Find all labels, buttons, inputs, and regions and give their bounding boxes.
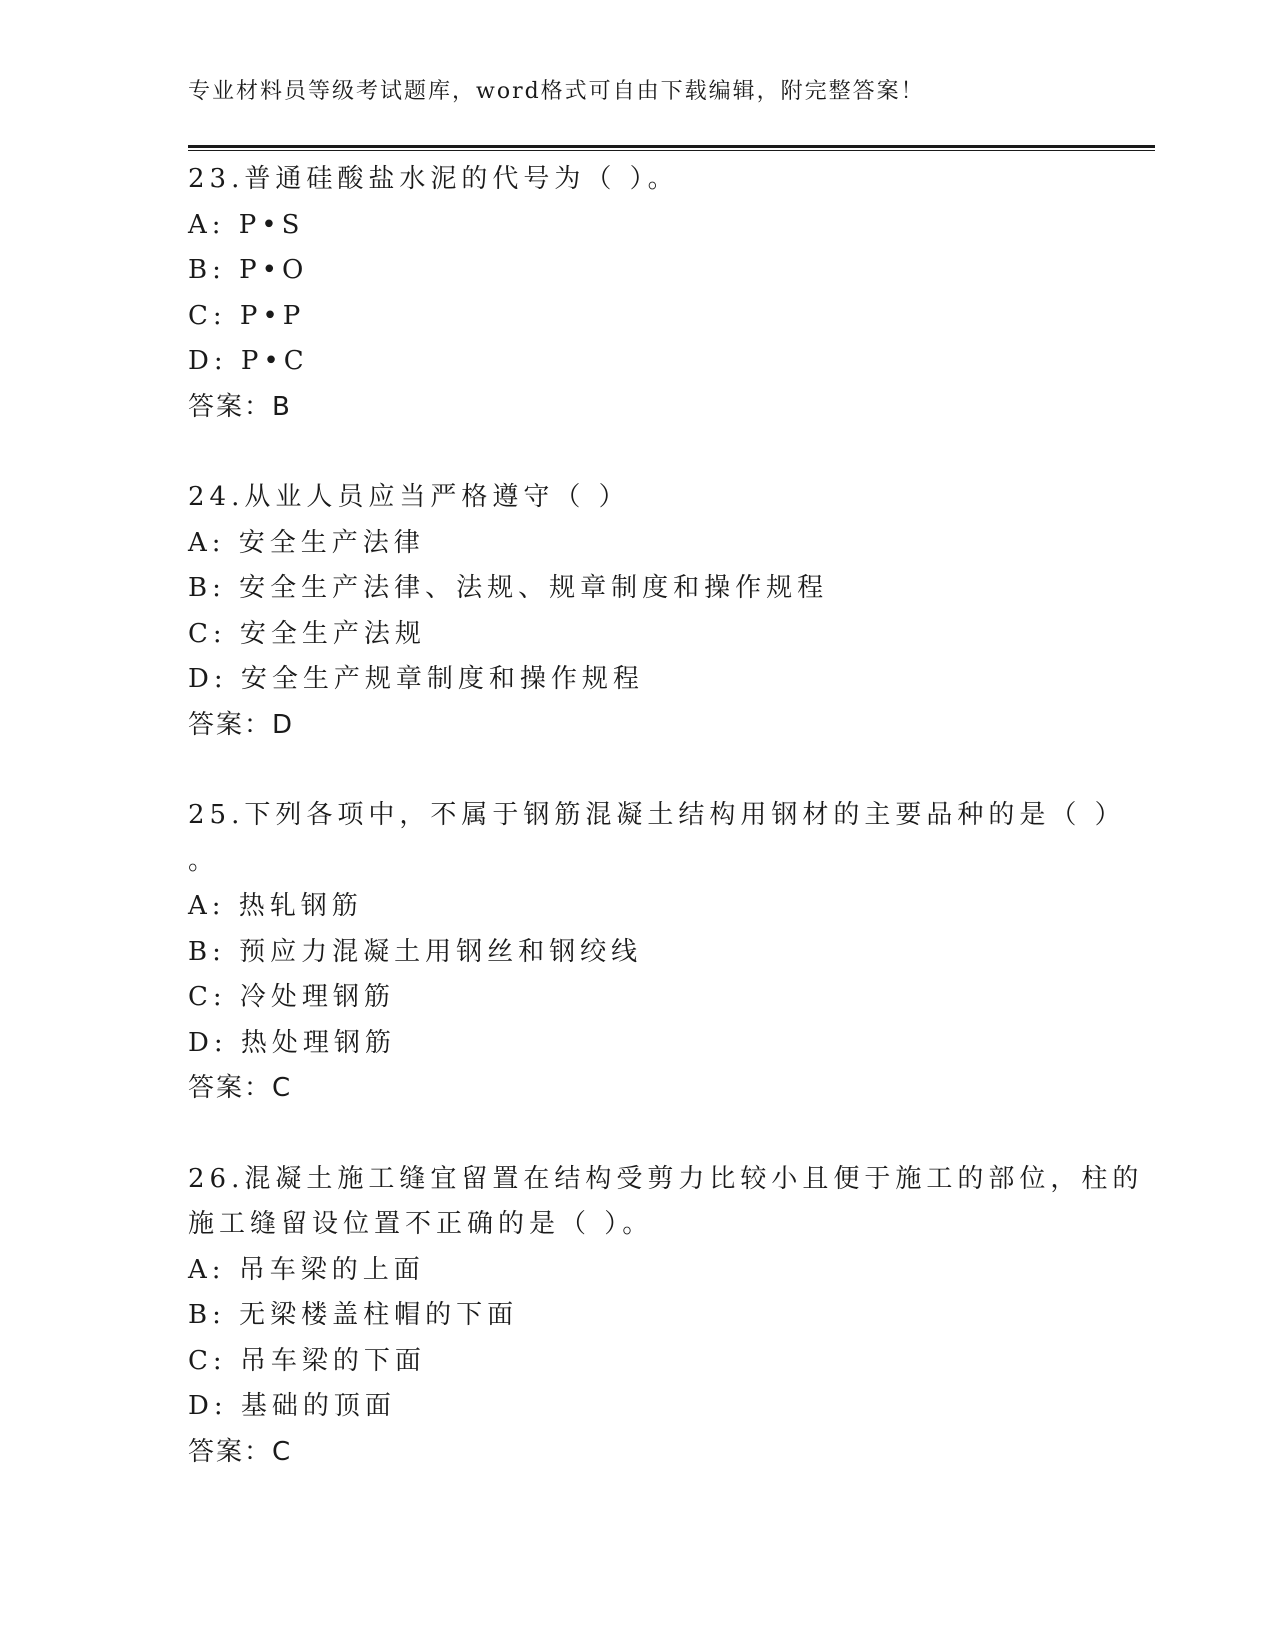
question-stem [188,475,1068,521]
header-divider-thin [188,150,1155,151]
question-stem-line: 24.从业人员应当严格遵守（ ） [188,482,630,512]
option-d: D: 基础的顶面 [188,1391,396,1421]
question-25 [188,793,1126,1112]
question-stem [188,793,1126,884]
option-b: B: P•O [188,255,309,285]
header-divider-thick [188,145,1155,148]
answer-line: 答案：C [188,1073,293,1103]
question-stem [188,1157,1144,1248]
question-23 [188,157,1088,430]
question-list [188,157,1144,1520]
answer-line: 答案：D [188,709,295,740]
question-26 [188,1157,1144,1476]
option-d: D: P•C [188,346,309,376]
option-a: A: 热轧钢筋 [188,891,363,921]
option-c: C: 冷处理钢筋 [188,982,395,1012]
option-c: C: P•P [188,300,306,331]
question-stem-line: 23.普通硅酸盐水泥的代号为（ ）。 [188,164,679,194]
question-stem [188,157,1068,203]
option-c: C: 吊车梁的下面 [188,1345,426,1376]
option-d: D: 安全生产规章制度和操作规程 [188,664,644,694]
answer-line: 答案：B [188,391,292,422]
question-stem-line: 25.下列各项中，不属于钢筋混凝土结构用钢材的主要品种的是（ ） [188,800,1126,830]
header-divider [188,145,1155,152]
question-24 [188,475,1088,748]
question-stem-line: 施工缝留设位置不正确的是（ ）。 [188,1209,654,1239]
page-header: 专业材料员等级考试题库，word格式可自由下载编辑，附完整答案！ [188,79,925,104]
option-a: A: 吊车梁的上面 [188,1254,425,1285]
option-a: A: P•S [188,209,305,240]
answer-line: 答案：C [188,1436,293,1467]
option-b: B: 安全生产法律、法规、规章制度和操作规程 [188,573,829,603]
question-stem-line: 26.混凝土施工缝宜留置在结构受剪力比较小且便于施工的部位，柱的 [188,1163,1144,1194]
option-c: C: 安全生产法规 [188,618,426,649]
option-b: B: 预应力混凝土用钢丝和钢绞线 [188,936,643,967]
option-d: D: 热处理钢筋 [188,1027,396,1058]
option-a: A: 安全生产法律 [188,527,425,558]
option-b: B: 无梁楼盖柱帽的下面 [188,1300,519,1330]
question-stem-line: 。 [188,845,220,876]
